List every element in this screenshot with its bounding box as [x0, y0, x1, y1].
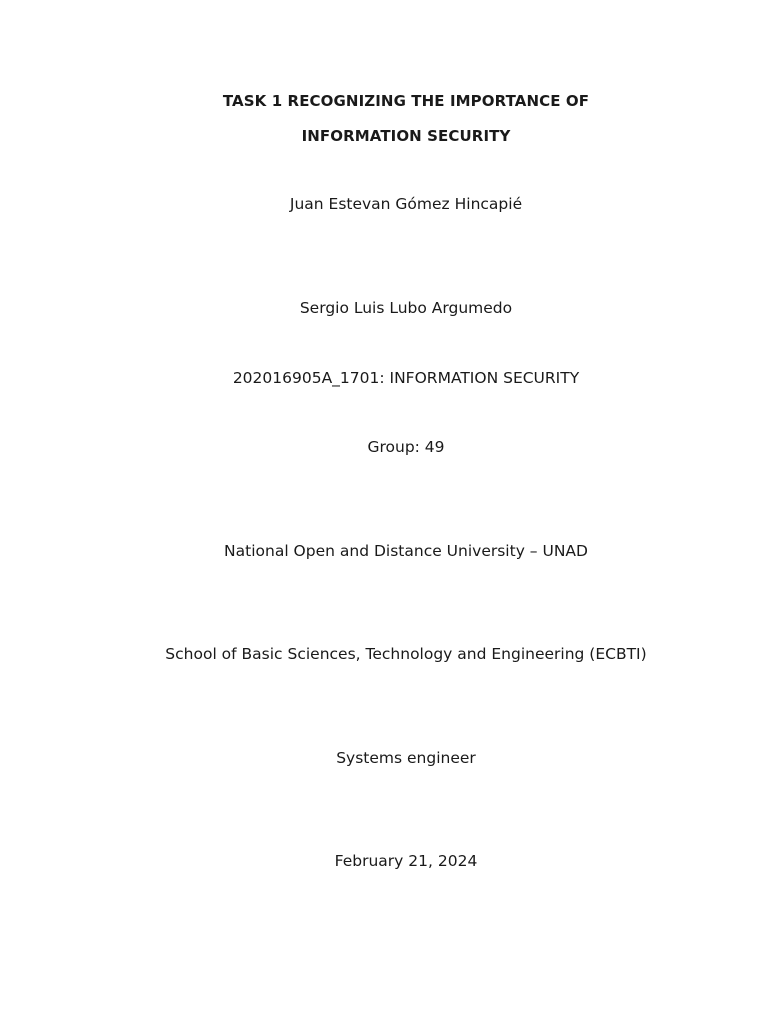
- course-code: 202016905A_1701: INFORMATION SECURITY: [232, 369, 580, 387]
- group-number: Group: 49: [367, 438, 445, 456]
- title-line-1: TASK 1 RECOGNIZING THE IMPORTANCE OF: [222, 92, 590, 110]
- tutor-name: Sergio Luis Lubo Argumedo: [299, 299, 513, 317]
- school-name: School of Basic Sciences, Technology and Engineering (ECBTI): [165, 645, 647, 663]
- author-name: Juan Estevan Gómez Hincapié: [289, 195, 523, 213]
- program-name: Systems engineer: [336, 749, 476, 767]
- title-line-2: INFORMATION SECURITY: [301, 127, 511, 145]
- university-name: National Open and Distance University – UNAD: [224, 542, 588, 560]
- submission-date: February 21, 2024: [334, 852, 478, 870]
